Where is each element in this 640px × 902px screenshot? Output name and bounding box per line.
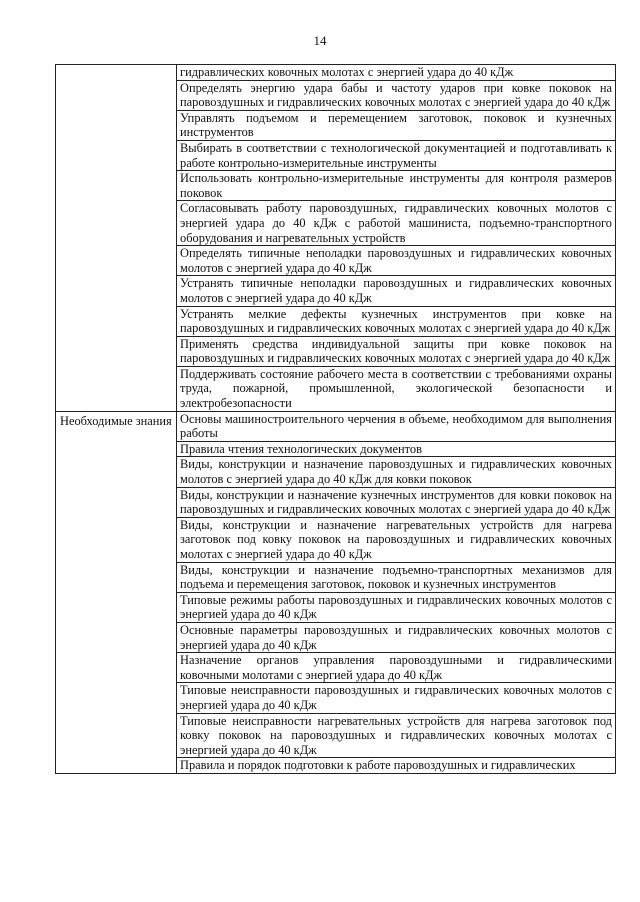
requirements-table — [55, 64, 616, 774]
knowledge-item: Основные параметры паровоздушных и гидравлических ковочных молотов с энергией удара до 40 кДж — [177, 622, 616, 652]
requirements-table-body — [56, 65, 616, 774]
knowledge-item: Виды, конструкции и назначение паровоздушных и гидравлических ковочных молотов с энергией удара до 40 кДж для ковки поковок — [177, 457, 616, 487]
knowledge-item: Типовые неисправности паровоздушных и гидравлических ковочных молотов с энергией удара до 40 кДж — [177, 683, 616, 713]
skills-item: Определять энергию удара бабы и частоту ударов при ковке поковок на паровоздушных и гидравлических ковочных молотах с энергией удара до 40 кДж — [177, 80, 616, 110]
knowledge-item: Правила и порядок подготовки к работе паровоздушных и гидравлических — [177, 758, 616, 774]
skills-item: Применять средства индивидуальной защиты при ковке поковок на паровоздушных и гидравлических ковочных молотах с энергией удара до 40 кДж — [177, 336, 616, 366]
skills-category-cell — [56, 65, 177, 412]
skills-item: Устранять мелкие дефекты кузнечных инструментов при ковке на паровоздушных и гидравлических ковочных молотах с энергией удара до 40 кДж — [177, 306, 616, 336]
skills-item: Согласовывать работу паровоздушных, гидравлических ковочных молотов с энергией удара до 40 кДж с работой машиниста, подъемно-транспортного оборудования и нагревательных устройств — [177, 201, 616, 246]
skills-item: Устранять типичные неполадки паровоздушных и гидравлических ковочных молотов с энергией удара до 40 кДж — [177, 276, 616, 306]
knowledge-row — [56, 411, 616, 441]
skills-item: Поддерживать состояние рабочего места в соответствии с требованиями охраны труда, пожарной, промышленной, экологической безопасности и электробезопасности — [177, 366, 616, 411]
knowledge-item: Правила чтения технологических документов — [177, 441, 616, 457]
knowledge-item: Назначение органов управления паровоздушными и гидравлическими ковочными молотами с энергией удара до 40 кДж — [177, 653, 616, 683]
knowledge-item: Виды, конструкции и назначение нагревательных устройств для нагрева заготовок под ковку поковок на паровоздушных и гидравлических ковочных молотах с энергией удара до 40 кДж — [177, 517, 616, 562]
skills-item: гидравлических ковочных молотах с энергией удара до 40 кДж — [177, 65, 616, 81]
knowledge-category-cell: Необходимые знания — [56, 411, 177, 773]
skills-item: Определять типичные неполадки паровоздушных и гидравлических ковочных молотов с энергией удара до 40 кДж — [177, 246, 616, 276]
knowledge-item: Виды, конструкции и назначение подъемно-транспортных механизмов для подъема и перемещения заготовок, поковок и кузнечных инструментов — [177, 562, 616, 592]
knowledge-item: Основы машиностроительного черчения в объеме, необходимом для выполнения работы — [177, 411, 616, 441]
skills-item: Выбирать в соответствии с технологической документацией и подготавливать к работе контрольно-измерительные инструменты — [177, 140, 616, 170]
page-number: 14 — [313, 33, 327, 48]
knowledge-item: Типовые режимы работы паровоздушных и гидравлических ковочных молотов с энергией удара до 40 кДж — [177, 592, 616, 622]
skills-row — [56, 65, 616, 81]
skills-item: Использовать контрольно-измерительные инструменты для контроля размеров поковок — [177, 171, 616, 201]
knowledge-item: Виды, конструкции и назначение кузнечных инструментов для ковки поковок на паровоздушных и гидравлических ковочных молотах с энергией удара до 40 кДж — [177, 487, 616, 517]
knowledge-item: Типовые неисправности нагревательных устройств для нагрева заготовок под ковку поковок на паровоздушных и гидравлических ковочных молотах с энергией удара до 40 кДж — [177, 713, 616, 758]
skills-item: Управлять подъемом и перемещением заготовок, поковок и кузнечных инструментов — [177, 110, 616, 140]
